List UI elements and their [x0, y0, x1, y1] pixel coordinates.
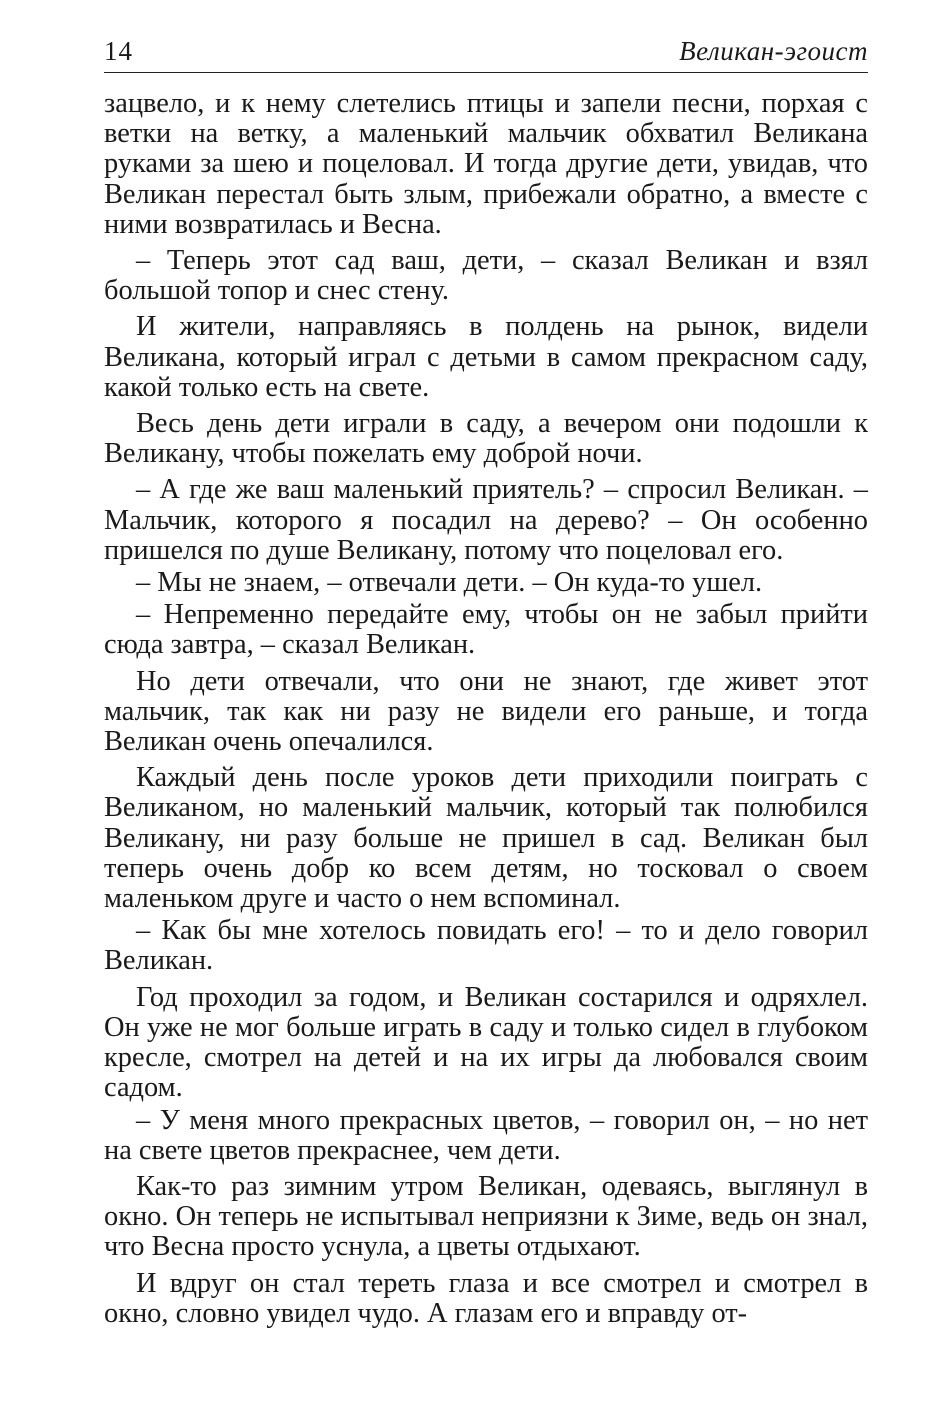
paragraph: – Как бы мне хотелось повидать его! – то и дело говорил Великан.	[104, 915, 868, 977]
page-number: 14	[104, 36, 133, 66]
paragraph: – Мы не знаем, – отвечали дети. – Он куда-то ушел.	[136, 567, 763, 599]
paragraph: И жители, направляясь в полдень на рынок, видели Великана, который играл с детьми в самом прекрасном саду, какой только есть на свете.	[104, 311, 868, 403]
book-page	[104, 36, 868, 1335]
running-title: Великан-эгоист	[679, 36, 868, 66]
body-text	[104, 89, 868, 1329]
paragraph: Весь день дети играли в саду, а вечером они подошли к Великану, чтобы пожелать ему доброй ночи.	[104, 408, 868, 470]
paragraph: – А где же ваш маленький приятель? – спросил Великан. – Мальчик, которого я посадил на дерево? – Он особенно пришелся по душе Великану, потому что поцеловал его.	[104, 474, 868, 566]
paragraph: И вдруг он стал тереть глаза и все смотрел и смотрел в окно, словно увидел чудо. А глазам его и вправду от-	[104, 1267, 868, 1329]
paragraph: – У меня много прекрасных цветов, – говорил он, – но нет на свете цветов прекраснее, чем дети.	[104, 1104, 868, 1166]
paragraph: – Теперь этот сад ваш, дети, – сказал Великан и взял большой топор и снес стену.	[104, 245, 868, 307]
paragraph: зацвело, и к нему слетелись птицы и запели песни, порхая с ветки на ветку, а маленький мальчик обхватил Великана руками за шею и поцеловал. И тогда другие дети, увидав, что Великан перестал быть злым, прибежали обратно, а вместе с ними возвратилась и Весна.	[104, 88, 868, 240]
page-header	[104, 36, 868, 73]
paragraph: – Непременно передайте ему, чтобы он не забыл прийти сюда завтра, – сказал Великан.	[104, 599, 868, 661]
paragraph: Год проходил за годом, и Великан состарился и одряхлел. Он уже не мог больше играть в саду и только сидел в глубоком кресле, смотрел на детей и на их игры да любовался своим садом.	[104, 981, 868, 1104]
paragraph: Каждый день после уроков дети приходили поиграть с Великаном, но маленький мальчик, который так полюбился Великану, ни разу больше не пришел в сад. Великан был теперь очень добр ко всем детям, но тосковал о своем маленьком друге и часто о нем вспоминал.	[104, 762, 868, 915]
paragraph: Но дети отвечали, что они не знают, где живет этот мальчик, так как ни разу не видели его раньше, и тогда Великан очень опечалился.	[104, 665, 868, 758]
paragraph: Как-то раз зимним утром Великан, одеваясь, выглянул в окно. Он теперь не испытывал неприязни к Зиме, ведь он знал, что Весна просто уснула, а цветы отдыхают.	[104, 1170, 868, 1263]
